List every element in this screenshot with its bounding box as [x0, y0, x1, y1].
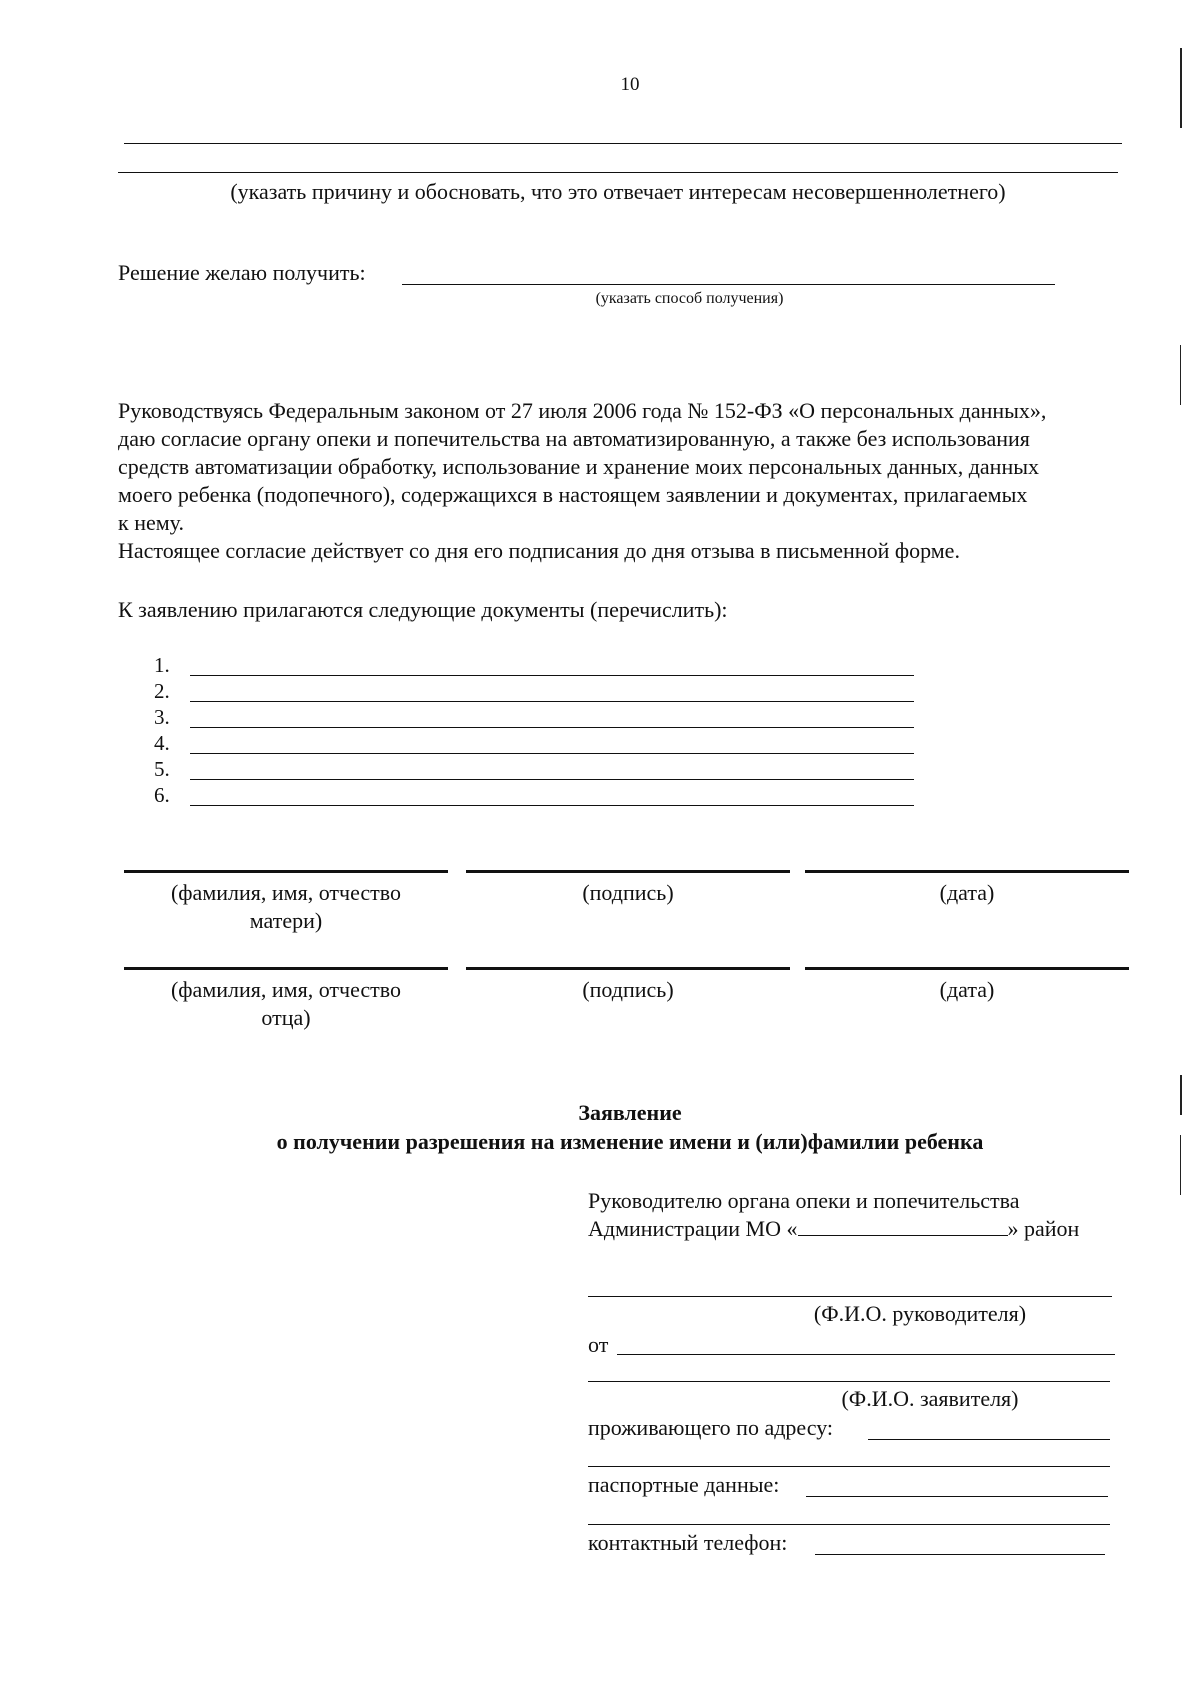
applicant-name-field[interactable] — [617, 1354, 1115, 1355]
consent-line: Руководствуясь Федеральным законом от 27 июля 2006 года № 152-ФЗ «О персональных данных», — [118, 398, 1047, 423]
consent-line: средств автоматизации обработку, использование и хранение моих персональных данных, данных — [118, 454, 1040, 479]
father-signature-caption: (подпись) — [582, 977, 674, 1002]
decision-label: Решение желаю получить: — [118, 260, 366, 285]
address-label: проживающего по адресу: — [588, 1415, 834, 1440]
attachment-field[interactable] — [190, 727, 914, 728]
passport-field-2[interactable] — [588, 1524, 1110, 1525]
page-number: 10 — [620, 74, 640, 95]
father-name-field[interactable] — [124, 967, 448, 970]
consent-line: к нему. — [118, 510, 184, 535]
mother-date-field[interactable] — [805, 870, 1129, 873]
father-date-field[interactable] — [805, 967, 1129, 970]
scan-edge-mark — [1180, 345, 1181, 405]
statement-subtitle: о получении разрешения на изменение имени и (или)фамилии ребенка — [276, 1129, 984, 1154]
father-date-caption: (дата) — [939, 977, 995, 1002]
consent-paragraph — [118, 397, 1148, 565]
attachment-number: 1. — [154, 653, 170, 677]
consent-line: моего ребенка (подопечного), содержащихся в настоящем заявлении и документах, прилагаемых — [118, 482, 1028, 507]
phone-label: контактный телефон: — [588, 1530, 788, 1555]
addressee-suffix: » район — [1007, 1216, 1080, 1241]
attachment-number: 6. — [154, 783, 170, 807]
addressee-line2 — [588, 1215, 1079, 1243]
caption-line: (фамилия, имя, отчество — [170, 977, 402, 1002]
from-label: от — [588, 1332, 609, 1357]
passport-label: паспортные данные: — [588, 1472, 780, 1497]
addressee-prefix: Администрации МО « — [588, 1216, 798, 1241]
passport-field[interactable] — [806, 1496, 1108, 1497]
attachment-field[interactable] — [190, 753, 914, 754]
attachment-field[interactable] — [190, 701, 914, 702]
addressee-line1: Руководителю органа опеки и попечительства — [588, 1188, 1020, 1213]
mother-name-caption — [124, 879, 448, 935]
applicant-caption: (Ф.И.О. заявителя) — [841, 1386, 1019, 1411]
reason-line — [118, 172, 1118, 173]
reason-caption: (указать причину и обосновать, что это отвечает интересам несовершеннолетнего) — [230, 179, 1006, 204]
address-field[interactable] — [868, 1439, 1110, 1440]
decision-caption: (указать способ получения) — [595, 290, 784, 307]
attachments-label: К заявлению прилагаются следующие документы (перечислить): — [118, 597, 728, 622]
attachment-number: 2. — [154, 679, 170, 703]
statement-title: Заявление — [578, 1100, 682, 1125]
father-name-caption — [124, 976, 448, 1032]
consent-line: даю согласие органу опеки и попечительства на автоматизированную, а также без использования — [118, 426, 1030, 451]
father-signature-field[interactable] — [466, 967, 790, 970]
attachment-field[interactable] — [190, 805, 914, 806]
address-field-2[interactable] — [588, 1466, 1110, 1467]
attachment-field[interactable] — [190, 675, 914, 676]
attachment-number: 4. — [154, 731, 170, 755]
mother-signature-field[interactable] — [466, 870, 790, 873]
decision-field[interactable] — [402, 284, 1055, 285]
applicant-name-field-2[interactable] — [588, 1381, 1110, 1382]
attachment-number: 3. — [154, 705, 170, 729]
phone-field[interactable] — [815, 1554, 1105, 1555]
caption-line: (фамилия, имя, отчество — [170, 880, 402, 905]
head-name-field[interactable] — [588, 1296, 1112, 1297]
consent-validity: Настоящее согласие действует со дня его подписания до дня отзыва в письменной форме. — [118, 538, 960, 563]
caption-line: матери) — [249, 908, 323, 933]
mother-date-caption: (дата) — [939, 880, 995, 905]
reason-line — [124, 143, 1122, 144]
mother-name-field[interactable] — [124, 870, 448, 873]
caption-line: отца) — [261, 1005, 311, 1030]
municipality-field[interactable] — [798, 1215, 1008, 1236]
attachment-number: 5. — [154, 757, 170, 781]
attachment-field[interactable] — [190, 779, 914, 780]
head-name-caption: (Ф.И.О. руководителя) — [813, 1301, 1027, 1326]
mother-signature-caption: (подпись) — [582, 880, 674, 905]
